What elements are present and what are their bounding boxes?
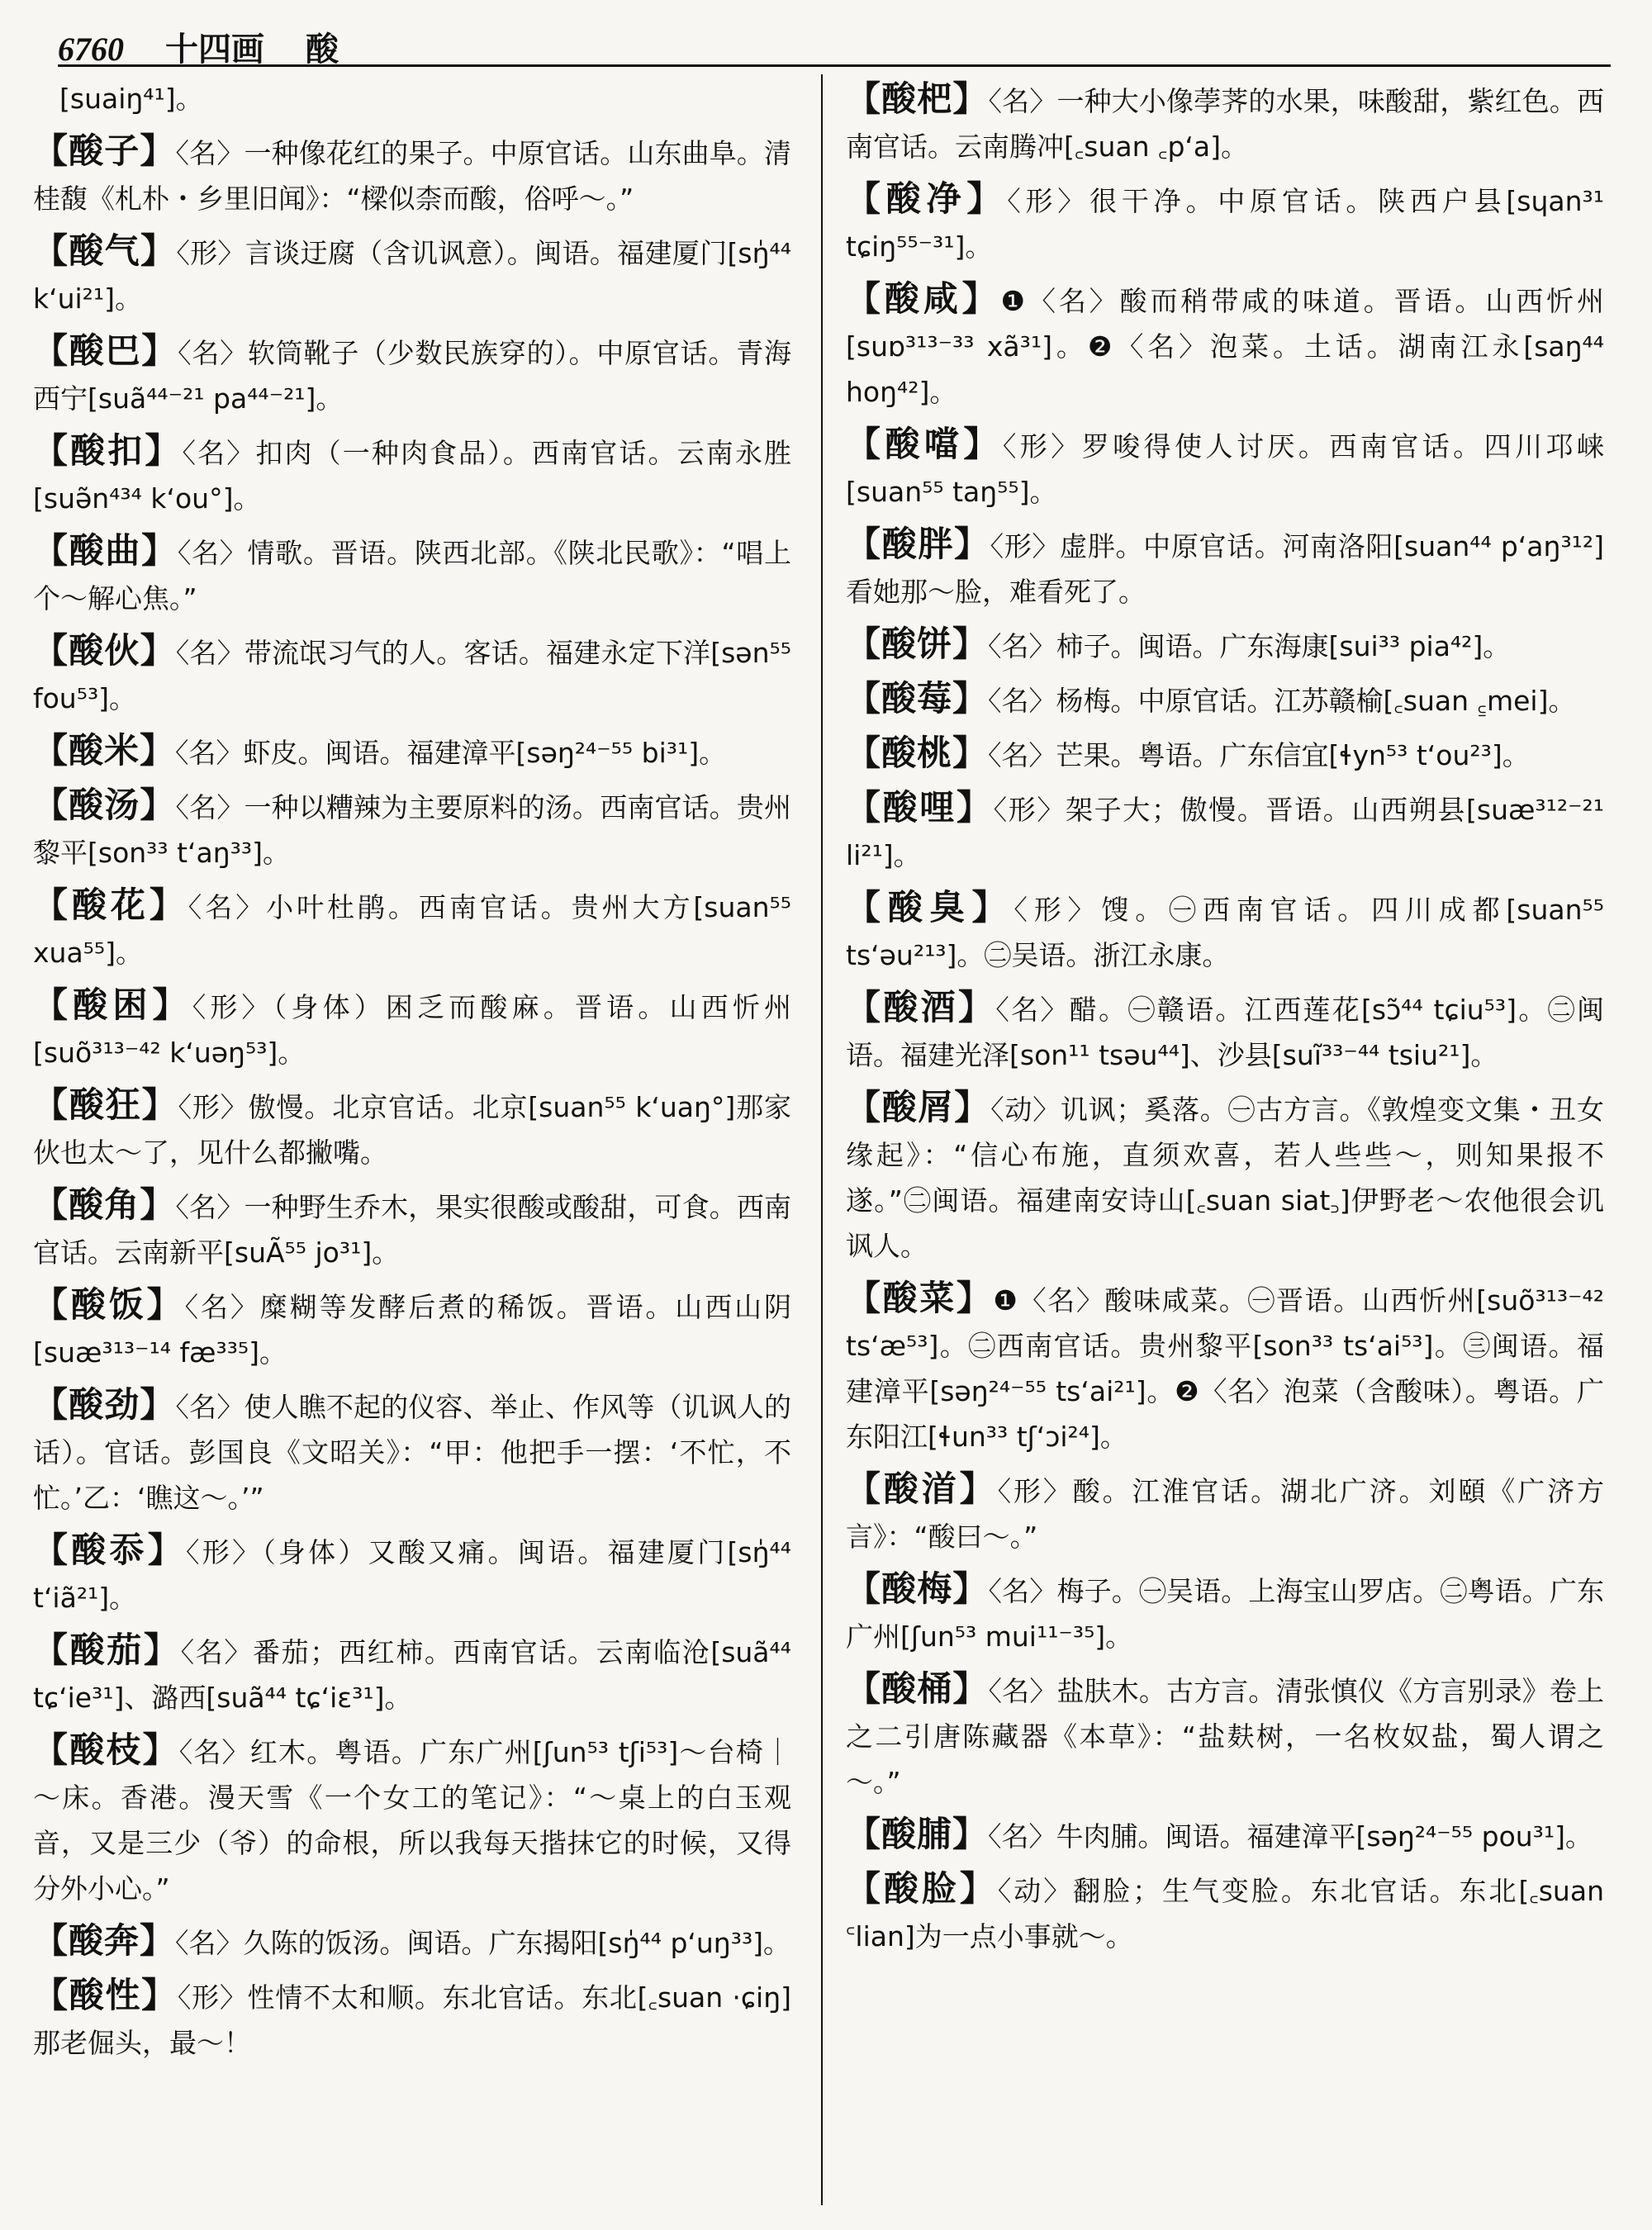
entry-headword: 【酸净】: [846, 178, 1008, 219]
entry-definition: 〈名〉一种以糟辣为主要原料的汤。西南官话。贵州黎平[son³³ tʻaŋ³³]。: [33, 791, 791, 869]
entry-headword: 【酸米】: [33, 730, 176, 771]
entry-definition: 〈名〉梅子。㊀吴语。上海宝山罗店。㊁粤语。广东广州[ʃun⁵³ mui¹¹⁻³⁵]。: [846, 1575, 1604, 1653]
dictionary-entry: [33, 1627, 791, 1720]
dictionary-entry: [33, 1282, 791, 1375]
entry-headword: 【酸桃】: [846, 733, 989, 773]
dictionary-entry: [33, 1182, 791, 1275]
entry-definition: 〈形〉架子大；傲慢。晋语。山西朔县[suæ³¹²⁻²¹ li²¹]。: [846, 794, 1604, 871]
radical-char: 酸: [306, 30, 339, 69]
entry-definition: 〈名〉带流氓习气的人。客话。福建永定下洋[sən⁵⁵ fou⁵³]。: [33, 637, 791, 714]
dictionary-entry: [846, 985, 1604, 1078]
entry-definition: 〈名〉扣肉（一种肉食品）。西南官话。云南永胜[suə̃n⁴³⁴ kʻou°]。: [33, 437, 791, 515]
right-column: [846, 76, 1604, 1966]
dictionary-entry: [33, 128, 791, 221]
dictionary-entry: [846, 1566, 1604, 1659]
dictionary-entry: [846, 1275, 1604, 1459]
entry-definition: 〈形〉言谈迂腐（含讥讽意）。闽语。福建厦门[sŋ̍⁴⁴ kʻui²¹]。: [33, 237, 791, 315]
entry-definition: 〈名〉一种像花红的果子。中原官话。山东曲阜。清桂馥《札朴・乡里旧闻》：“樑似柰而酸，俗呼～。”: [33, 137, 791, 215]
entry-headword: 【酸饼】: [846, 624, 989, 664]
dictionary-entry: [846, 676, 1604, 724]
dictionary-entry: [846, 421, 1604, 515]
entry-definition: 〈名〉一种大小像荸荠的水果，味酸甜，紫红色。西南官话。云南腾冲[꜀suan ꜀pʻa]。: [846, 85, 1604, 163]
entry-definition: 〈名〉番茄；西红柿。西南官话。云南临沧[suã⁴⁴ tɕʻie³¹]、潞西[suã⁴⁴ tɕʻiɛ³¹]。: [33, 1636, 791, 1714]
entry-headword: 【酸臭】: [846, 887, 1014, 928]
entry-definition: 〈动〉翻脸；生气变脸。东北官话。东北[꜀suan ꜂lian]为一点小事就～。: [846, 1875, 1604, 1952]
dictionary-entry: [33, 982, 791, 1075]
entry-headword: 【酸桶】: [846, 1668, 989, 1709]
entry-definition: 〈名〉糜糊等发酵后煮的稀饭。晋语。山西山阴[suæ³¹³⁻¹⁴ fæ³³⁵]。: [33, 1291, 791, 1369]
entry-headword: 【酸渞】: [846, 1468, 998, 1509]
entry-definition: 〈形〉（身体）又酸又痛。闽语。福建厦门[sŋ̍⁴⁴ tʻiã²¹]。: [33, 1536, 791, 1614]
stroke-section: 十四画: [165, 30, 264, 69]
dictionary-entry: [846, 276, 1604, 415]
entry-headword: 【酸酒】: [846, 987, 996, 1027]
dictionary-entry: [33, 1527, 791, 1620]
header-rule: [58, 64, 1611, 67]
entry-definition: ❶〈名〉酸而稍带咸的味道。晋语。山西忻州[suɒ³¹³⁻³³ xã³¹]。❷〈名〉泡菜。土话。湖南江永[saŋ⁴⁴ hoŋ⁴²]。: [846, 285, 1604, 408]
dictionary-entry: [846, 1811, 1604, 1859]
left-column: [33, 76, 791, 2072]
entry-headword: 【酸枝】: [33, 1729, 179, 1770]
dictionary-entry: [33, 628, 791, 721]
dictionary-entry: [846, 730, 1604, 778]
entry-definition: 〈名〉醋。㊀赣语。江西莲花[sɔ̃⁴⁴ tɕiu⁵³]。㊁闽语。福建光泽[son¹¹ tsəu⁴⁴]、沙县[suĩ³³⁻⁴⁴ tsiu²¹]。: [846, 994, 1604, 1071]
entry-headword: 【酸噹】: [846, 424, 1003, 464]
dictionary-entry: [33, 882, 791, 975]
dictionary-entry: [846, 785, 1604, 878]
dictionary-entry: [33, 1382, 791, 1521]
dictionary-entry: [33, 228, 791, 321]
entry-headword: 【酸咸】: [846, 278, 1001, 319]
entry-definition: 〈名〉柿子。闽语。广东海康[sui³³ pia⁴²]。: [988, 630, 1511, 662]
entry-definition: 〈名〉红木。粤语。广东广州[ʃun⁵³ tʃi⁵³]～台椅｜～床。香港。漫天雪《一个女工的笔记》：“～桌上的白玉观音，又是三少（爷）的命根，所以我每天揩抹它的时候，又得分外小心。”: [33, 1736, 791, 1905]
dictionary-entry: [846, 1666, 1604, 1805]
entry-definition: 〈动〉讥讽；奚落。㊀古方言。《敦煌变文集・丑女缘起》：“信心布施，直须欢喜，若人些些～，则知果报不遂。”㊁闽语。福建南安诗山[꜀suan siat꜆]伊野老～农他很会讥讽人。: [846, 1094, 1604, 1262]
entry-definition: 〈名〉使人瞧不起的仪容、举止、作风等（讥讽人的话）。官话。彭国良《文昭关》：“甲：他把手一摆：‘不忙，不忙。’乙：‘瞧这～。’”: [33, 1391, 791, 1514]
dictionary-entry: [33, 528, 791, 621]
entry-definition: 〈形〉虚胖。中原官话。河南洛阳[suan⁴⁴ pʻaŋ³¹²]看她那～脸，难看死了。: [846, 530, 1604, 608]
entry-headword: 【酸饭】: [33, 1284, 185, 1325]
entry-definition: 〈名〉牛肉脯。闽语。福建漳平[səŋ²⁴⁻⁵⁵ pou³¹]。: [988, 1820, 1593, 1853]
dictionary-entry: [846, 1084, 1604, 1269]
entry-headword: 【酸汤】: [33, 785, 176, 825]
dictionary-entry: [33, 1082, 791, 1175]
entry-headword: 【酸菜】: [846, 1278, 994, 1318]
dictionary-entry: [846, 76, 1604, 169]
entry-headword: 【酸茄】: [33, 1630, 181, 1670]
entry-definition: 〈名〉杨梅。中原官话。江苏赣榆[꜀suan ꜁mei]。: [988, 685, 1576, 717]
dictionary-entry: [33, 782, 791, 875]
entry-headword: 【酸胖】: [846, 524, 990, 564]
entry-definition: 〈形〉酸。江淮官话。湖北广济。刘頤《广济方言》：“酸曰～。”: [846, 1475, 1604, 1553]
entry-headword: 【酸扣】: [33, 430, 183, 471]
entry-headword: 【酸狂】: [33, 1084, 178, 1125]
entry-headword: 【酸劲】: [33, 1384, 176, 1425]
entry-definition: 〈名〉芒果。粤语。广东信宜[ɬyn⁵³ tʻou²³]。: [988, 739, 1530, 771]
page-number: 6760: [58, 31, 124, 68]
entry-headword: 【酸花】: [33, 885, 188, 925]
entry-headword: 【酸忝】: [33, 1530, 186, 1570]
dictionary-entry: [846, 1866, 1604, 1959]
entry-definition: 〈形〉性情不太和顺。东北官话。东北[꜀suan ·ɕiŋ]那老倔头，最～！: [33, 1981, 791, 2059]
entry-definition: 〈形〉很干净。中原官话。陕西户县[sɥan³¹ tɕiŋ⁵⁵⁻³¹]。: [846, 185, 1604, 263]
entry-headword: 【酸伙】: [33, 630, 176, 671]
dictionary-entry: [33, 428, 791, 521]
dictionary-entry: [33, 328, 791, 421]
entry-headword: 【酸脯】: [846, 1814, 989, 1854]
entry-definition: 〈形〉（身体）困乏而酸麻。晋语。山西忻州[suõ³¹³⁻⁴² kʻuəŋ⁵³]。: [33, 991, 791, 1069]
dictionary-entry: [846, 621, 1604, 669]
dictionary-entry: [846, 1466, 1604, 1559]
entry-headword: 【酸曲】: [33, 530, 178, 571]
entry-definition: 〈形〉馊。㊀西南官话。四川成都[suan⁵⁵ tsʻəu²¹³]。㊁吴语。浙江永康。: [846, 894, 1604, 971]
entry-headword: 【酸奔】: [33, 1920, 176, 1961]
dictionary-entry: [33, 728, 791, 776]
dictionary-entry: [846, 176, 1604, 269]
entry-headword: 【酸巴】: [33, 330, 178, 371]
dictionary-entry: [33, 1918, 791, 1966]
entry-definition: 〈名〉盐肤木。古方言。清张慎仪《方言别录》卷上之二引唐陈藏器《本草》：“盐麸树，一名枚奴盐，蜀人谓之～。”: [846, 1675, 1604, 1798]
entry-headword: 【酸梅】: [846, 1568, 989, 1609]
dictionary-entry: [846, 521, 1604, 614]
entry-definition: 〈形〉傲慢。北京官话。北京[suan⁵⁵ kʻuaŋ°]那家伙也太～了，见什么都撇嘴。: [33, 1091, 791, 1169]
entry-headword: 【酸角】: [33, 1184, 176, 1225]
dictionary-entry: [33, 1972, 791, 2066]
entry-definition: ❶〈名〉酸味咸菜。㊀晋语。山西忻州[suõ³¹³⁻⁴² tsʻæ⁵³]。㊁西南官话。贵州黎平[son³³ tsʻai⁵³]。㊂闽语。福建漳平[səŋ²⁴⁻⁵⁵ tsʻai²¹]。❷〈名〉泡菜（含酸味）。粤语。广东阳江[ɬun³³ tʃʻɔi²⁴]。: [846, 1284, 1604, 1453]
entry-headword: 【酸杷】: [846, 78, 989, 119]
entry-definition: 〈形〉罗唆得使人讨厌。西南官话。四川邛崃[suan⁵⁵ taŋ⁵⁵]。: [846, 430, 1604, 508]
entry-headword: 【酸气】: [33, 230, 177, 271]
entry-headword: 【酸哩】: [846, 787, 994, 828]
entry-definition: 〈名〉一种野生乔木，果实很酸或酸甜，可食。西南官话。云南新平[suÃ⁵⁵ jo³¹]。: [33, 1191, 791, 1269]
entry-headword: 【酸莓】: [846, 678, 989, 719]
entry-headword: 【酸屑】: [846, 1087, 991, 1127]
entry-headword: 【酸子】: [33, 130, 176, 171]
entry-definition: 〈名〉虾皮。闽语。福建漳平[səŋ²⁴⁻⁵⁵ bi³¹]。: [175, 737, 727, 769]
entry-headword: 【酸困】: [33, 985, 192, 1025]
dictionary-entry: [33, 1727, 791, 1911]
entry-definition: 〈名〉软筒靴子（少数民族穿的）。中原官话。青海西宁[suã⁴⁴⁻²¹ pa⁴⁴⁻²¹]。: [33, 337, 791, 415]
entry-definition: 〈名〉久陈的饭汤。闽语。广东揭阳[sŋ̍⁴⁴ pʻuŋ³³]。: [175, 1927, 791, 1959]
page-header: [58, 15, 1611, 69]
entry-definition: 〈名〉小叶杜鹃。西南官话。贵州大方[suan⁵⁵ xua⁵⁵]。: [33, 891, 791, 969]
entry-headword: 【酸性】: [33, 1975, 178, 2015]
entry-definition: 〈名〉情歌。晋语。陕西北部。《陕北民歌》：“唱上个～解心焦。”: [33, 537, 791, 614]
entry-headword: 【酸脸】: [846, 1868, 998, 1909]
dictionary-entry: [846, 885, 1604, 978]
continuation-line: [suaiŋ⁴¹]。: [59, 83, 203, 115]
column-divider: [821, 74, 823, 2205]
